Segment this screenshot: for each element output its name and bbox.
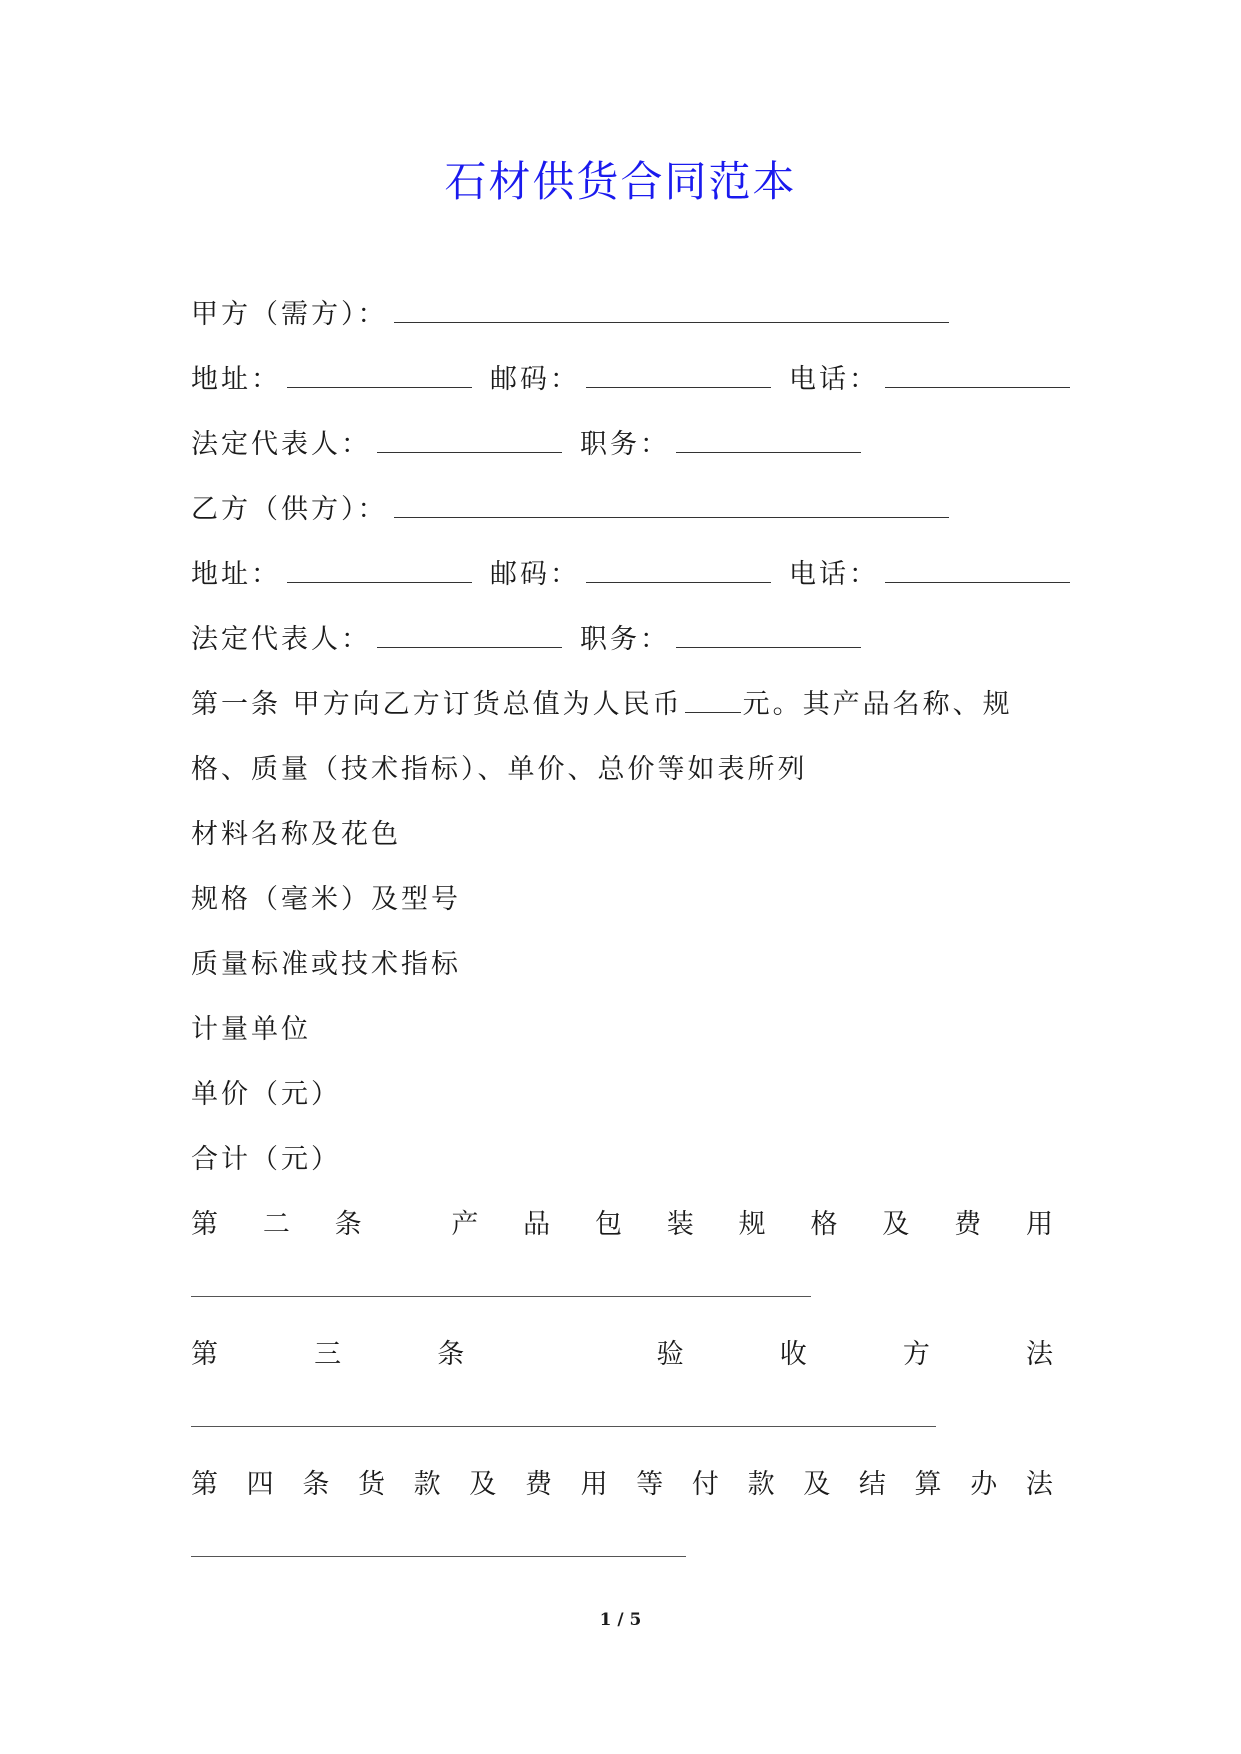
party-b-label: 乙方（供方）： [191, 494, 388, 525]
party-b-contact-line [191, 555, 1070, 595]
article-4-char: 及 [469, 1469, 497, 1500]
party-a-phone-blank[interactable] [885, 365, 1070, 388]
article-4-char: 办 [970, 1469, 998, 1500]
article-3-blank-line[interactable] [191, 1426, 936, 1427]
party-b-address-label: 地址： [191, 559, 281, 590]
article-3-heading [191, 1335, 1053, 1375]
party-a-postcode-blank[interactable] [586, 365, 771, 388]
article-3-char: 条 [437, 1339, 465, 1370]
party-b-blank[interactable] [394, 495, 949, 518]
article-2-char: 品 [523, 1209, 551, 1240]
party-a-position-label: 职务： [580, 429, 670, 460]
party-b-line [191, 490, 967, 530]
article-4-char: 款 [413, 1469, 441, 1500]
party-b-address-blank[interactable] [287, 560, 472, 583]
article-2-char: 产 [451, 1209, 479, 1240]
party-b-rep-line [191, 620, 879, 660]
article-4-char: 结 [858, 1469, 886, 1500]
article-2-char: 规 [738, 1209, 766, 1240]
party-a-address-label: 地址： [191, 364, 281, 395]
article-1-text-c: 格、质量（技术指标）、单价、总价等如表所列 [191, 754, 808, 785]
table-item: 规格（毫米）及型号 [191, 884, 461, 915]
table-item: 单价（元） [191, 1079, 341, 1110]
party-a-rep-blank[interactable] [377, 430, 562, 453]
article-2-blank-line[interactable] [191, 1296, 811, 1297]
party-a-rep-line [191, 425, 879, 465]
article-2-char: 包 [594, 1209, 622, 1240]
party-b-phone-blank[interactable] [885, 560, 1070, 583]
article-1-text-a: 第一条 甲方向乙方订货总值为人民币 [191, 689, 683, 720]
party-a-phone-label: 电话： [789, 364, 879, 395]
article-3-char: 法 [1025, 1339, 1053, 1370]
article-4-char: 款 [747, 1469, 775, 1500]
article-2-char: 格 [810, 1209, 838, 1240]
party-a-position-blank[interactable] [676, 430, 861, 453]
party-b-postcode-blank[interactable] [586, 560, 771, 583]
article-2-char: 第 [191, 1209, 218, 1240]
party-b-postcode-label: 邮码： [490, 559, 580, 590]
document-title: 石材供货合同范本 [444, 157, 797, 206]
article-3-char: 三 [314, 1339, 342, 1370]
article-4-heading [191, 1465, 1053, 1505]
article-2-char: 条 [334, 1209, 362, 1240]
article-1-line-1 [191, 685, 1013, 725]
article-2-char: 费 [954, 1209, 982, 1240]
article-4-char: 用 [580, 1469, 608, 1500]
article-1-line-2 [191, 750, 808, 790]
article-3-char: 第 [191, 1339, 218, 1370]
article-2-char: 用 [1025, 1209, 1053, 1240]
article-2-heading [191, 1205, 1053, 1245]
party-a-label: 甲方（需方）： [191, 299, 388, 330]
article-4-char: 四 [246, 1469, 274, 1500]
party-b-position-label: 职务： [580, 624, 670, 655]
article-4-char: 及 [803, 1469, 831, 1500]
article-3-char: 验 [656, 1339, 684, 1370]
article-4-char: 付 [691, 1469, 719, 1500]
table-item: 质量标准或技术指标 [191, 949, 461, 980]
page-number: 1 / 5 [599, 1610, 642, 1630]
party-a-rep-label: 法定代表人： [191, 429, 371, 460]
article-4-char: 算 [914, 1469, 942, 1500]
table-item: 计量单位 [191, 1014, 311, 1045]
table-item: 合计（元） [191, 1144, 341, 1175]
article-3-char: 方 [902, 1339, 930, 1370]
article-4-char: 法 [1025, 1469, 1053, 1500]
article-1-text-b: 元。其产品名称、规 [742, 689, 1013, 720]
article-4-char: 条 [302, 1469, 330, 1500]
article-4-char: 货 [357, 1469, 385, 1500]
party-a-contact-line [191, 360, 1070, 400]
party-b-position-blank[interactable] [676, 625, 861, 648]
party-b-rep-label: 法定代表人： [191, 624, 371, 655]
article-1-amount-blank[interactable] [685, 690, 741, 713]
party-b-rep-blank[interactable] [377, 625, 562, 648]
party-a-address-blank[interactable] [287, 365, 472, 388]
article-3-char: 收 [779, 1339, 807, 1370]
party-a-line [191, 295, 967, 335]
article-2-char: 装 [666, 1209, 694, 1240]
article-2-char: 二 [262, 1209, 290, 1240]
article-4-blank-line[interactable] [191, 1556, 686, 1557]
party-b-phone-label: 电话： [789, 559, 879, 590]
article-4-char: 等 [636, 1469, 664, 1500]
article-4-char: 费 [524, 1469, 552, 1500]
article-4-char: 第 [191, 1469, 218, 1500]
table-item: 材料名称及花色 [191, 819, 401, 850]
party-a-postcode-label: 邮码： [490, 364, 580, 395]
party-a-blank[interactable] [394, 300, 949, 323]
article-2-char: 及 [882, 1209, 910, 1240]
